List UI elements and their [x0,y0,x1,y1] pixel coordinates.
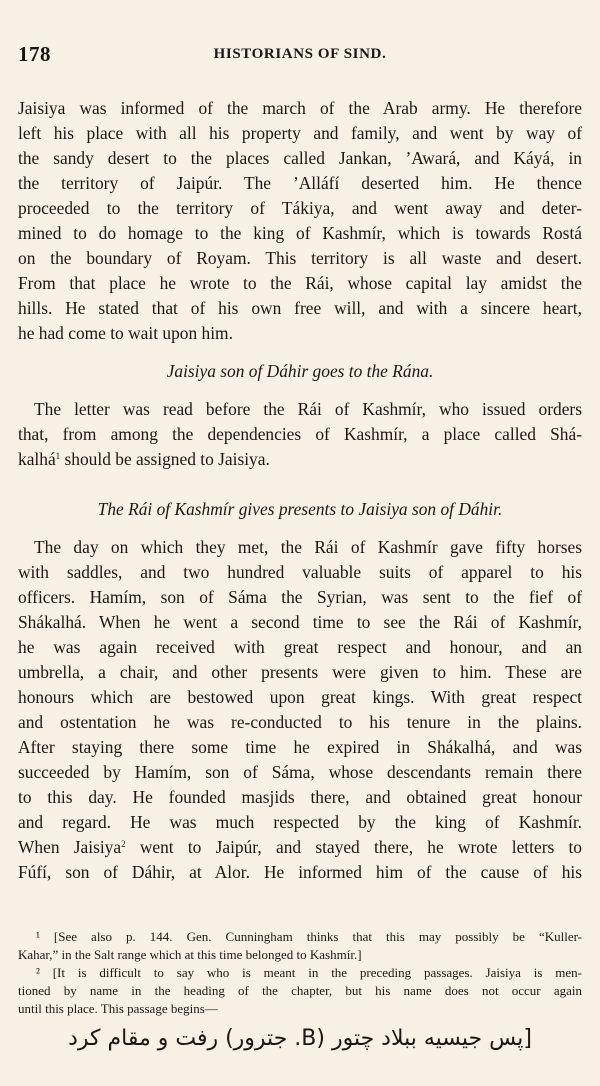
footnote-2 [18,964,582,1018]
text-line: Shákalhá. When he went a second time to see the Rái of Kashmír, [18,612,582,632]
footnote-marker[interactable]: 2 [121,839,126,849]
footnote-line: ² [It is difficult to say who is meant in the preceding passages. Jaisiya is men- [36,965,582,980]
text-line: and regard. He was much respected by the king of Kashmír. [18,812,582,832]
text-line: he was again received with great respect and honour, and an [18,637,582,657]
section-heading-2: The Rái of Kashmír gives presents to Jaisiya son of Dáhir. [97,499,503,519]
text-line: to this day. He founded masjids there, and obtained great honour [18,787,582,807]
text-line: succeeded by Hamím, son of Sáma, whose descendants remain there [18,762,582,782]
text-line: Fúfí, son of Dáhir, at Alor. He informed him of the cause of his [18,862,582,882]
body-text [18,96,582,885]
paragraph-2 [18,397,582,472]
text-line: he had come to wait upon him. [18,323,233,343]
text-line: proceeded to the territory of Tákiya, and went away and deter- [18,198,582,218]
persian-quotation: [پس جیسیه ببلاد چتور (B. جترور) رفت و مقام کرد [68,1026,532,1051]
text-line: kalhá$^1$ should be assigned to Jaisiya. [18,449,270,469]
page-header [18,42,582,72]
footnote-1 [18,928,582,964]
text-line: After staying there some time he expired in Shákalhá, and was [18,737,582,757]
text-line: on the boundary of Royam. This territory is all waste and desert. [18,248,582,268]
page-number: 178 [18,42,51,66]
text-line: hills. He stated that of his own free will, and with a sincere heart, [18,298,582,318]
text-line: with saddles, and two hundred valuable suits of apparel to his [18,562,582,582]
text-line: From that place he wrote to the Rái, whose capital lay amidst the [18,273,582,293]
text-line: and ostentation he was re-conducted to his tenure in the plains. [18,712,582,732]
paragraph-1 [18,96,582,346]
text-line: officers. Hamím, son of Sáma the Syrian, was sent to the fief of [18,587,582,607]
text-line: mined to do homage to the king of Kashmír, which is towards Rostá [18,223,582,243]
text-line: left his place with all his property and family, and went by way of [18,123,582,143]
text-line: the sandy desert to the places called Jankan, ’Awará, and Káyá, in [18,148,582,168]
text-line: that, from among the dependencies of Kashmír, a place called Shá- [18,424,582,444]
text-line: When Jaisiya$^2$ went to Jaipúr, and stayed there, he wrote letters to [18,837,583,857]
text-line: the territory of Jaipúr. The ’Alláfí deserted him. He thence [18,173,582,193]
footnote-line: tioned by name in the heading of the chapter, but his name does not occur again [18,983,582,998]
paragraph-3 [18,535,582,885]
section-heading-1: Jaisiya son of Dáhir goes to the Rána. [166,361,434,381]
text-line: umbrella, a chair, and other presents were given to him. These are [18,662,582,682]
footnote-line: until this place. This passage begins— [18,1001,218,1016]
text-line: Jaisiya was informed of the march of the Arab army. He therefore [18,98,582,118]
running-head: HISTORIANS OF SIND. [213,46,387,62]
text-line: honours which are bestowed upon great kings. With great respect [18,687,582,707]
footnotes [18,928,582,1018]
footnote-marker[interactable]: 1 [55,451,61,461]
footnote-line: Kahar,” in the Salt range which at this time belonged to Kashmír.] [18,947,362,962]
text-line: The day on which they met, the Rái of Kashmír gave fifty horses [34,537,582,557]
text-line: The letter was read before the Rái of Kashmír, who issued orders [34,399,582,419]
footnote-line: ¹ [See also p. 144. Gen. Cunningham thinks that this may possibly be “Kuller- [36,929,582,944]
